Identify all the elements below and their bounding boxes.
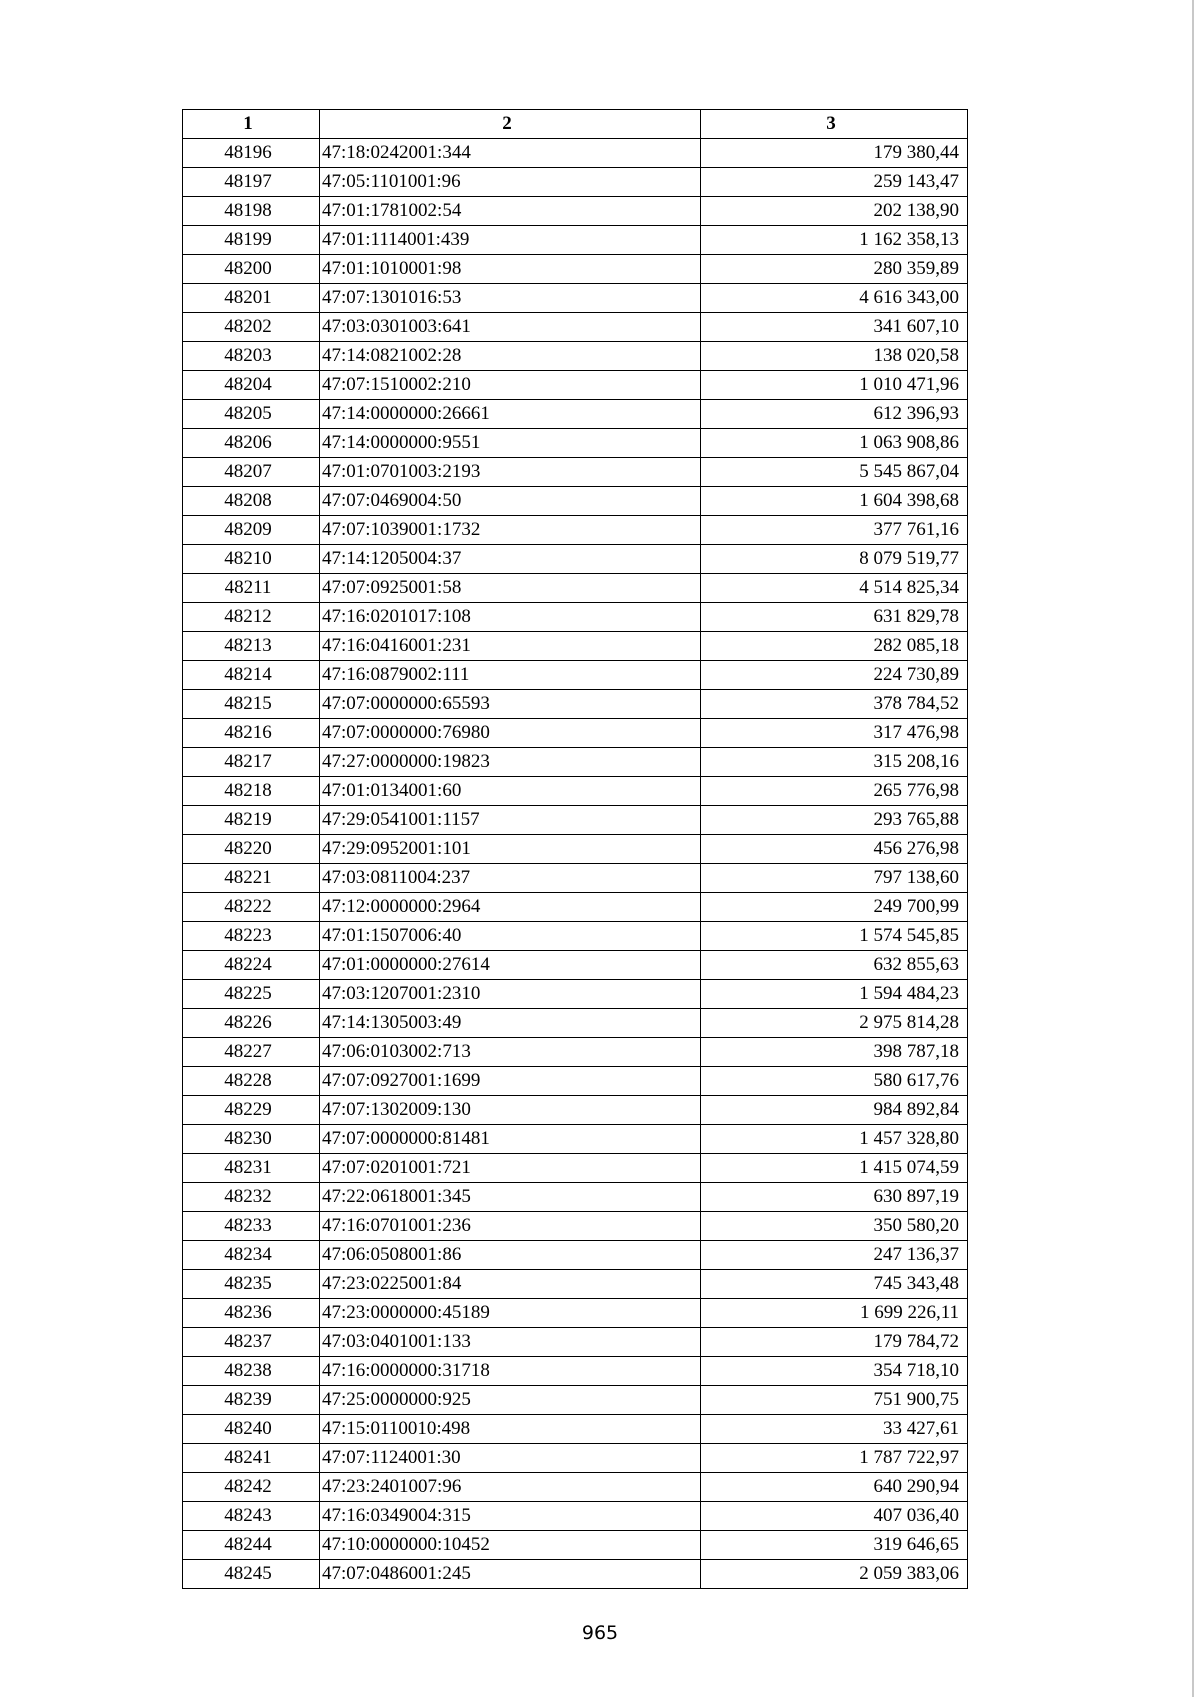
table-row xyxy=(183,1502,968,1531)
row-number-cell: 48198 xyxy=(183,197,320,226)
table-row xyxy=(183,951,968,980)
value-cell: 4 514 825,34 xyxy=(701,574,968,603)
value-cell: 259 143,47 xyxy=(701,168,968,197)
value-cell: 640 290,94 xyxy=(701,1473,968,1502)
table-row xyxy=(183,1125,968,1154)
table-row xyxy=(183,864,968,893)
column-header-2: 2 xyxy=(320,110,701,139)
value-cell: 1 574 545,85 xyxy=(701,922,968,951)
value-cell: 179 784,72 xyxy=(701,1328,968,1357)
value-cell: 377 761,16 xyxy=(701,516,968,545)
row-number-cell: 48219 xyxy=(183,806,320,835)
row-number-cell: 48221 xyxy=(183,864,320,893)
row-number-cell: 48222 xyxy=(183,893,320,922)
cadastral-number-cell: 47:05:1101001:96 xyxy=(320,168,701,197)
cadastral-number-cell: 47:07:0486001:245 xyxy=(320,1560,701,1589)
value-cell: 249 700,99 xyxy=(701,893,968,922)
row-number-cell: 48206 xyxy=(183,429,320,458)
row-number-cell: 48230 xyxy=(183,1125,320,1154)
table-row xyxy=(183,545,968,574)
value-cell: 612 396,93 xyxy=(701,400,968,429)
cadastral-number-cell: 47:16:0201017:108 xyxy=(320,603,701,632)
cadastral-number-cell: 47:25:0000000:925 xyxy=(320,1386,701,1415)
row-number-cell: 48203 xyxy=(183,342,320,371)
value-cell: 1 162 358,13 xyxy=(701,226,968,255)
value-cell: 33 427,61 xyxy=(701,1415,968,1444)
table-row xyxy=(183,719,968,748)
row-number-cell: 48220 xyxy=(183,835,320,864)
row-number-cell: 48196 xyxy=(183,139,320,168)
value-cell: 293 765,88 xyxy=(701,806,968,835)
value-cell: 2 059 383,06 xyxy=(701,1560,968,1589)
cadastral-number-cell: 47:07:1302009:130 xyxy=(320,1096,701,1125)
table-row xyxy=(183,487,968,516)
value-cell: 8 079 519,77 xyxy=(701,545,968,574)
table-row xyxy=(183,1560,968,1589)
row-number-cell: 48217 xyxy=(183,748,320,777)
table-row xyxy=(183,806,968,835)
page-number: 965 xyxy=(581,1622,619,1644)
table-row xyxy=(183,980,968,1009)
row-number-cell: 48228 xyxy=(183,1067,320,1096)
value-cell: 456 276,98 xyxy=(701,835,968,864)
table-row xyxy=(183,284,968,313)
row-number-cell: 48214 xyxy=(183,661,320,690)
row-number-cell: 48235 xyxy=(183,1270,320,1299)
table-row xyxy=(183,1241,968,1270)
row-number-cell: 48208 xyxy=(183,487,320,516)
value-cell: 1 604 398,68 xyxy=(701,487,968,516)
cadastral-number-cell: 47:07:0000000:81481 xyxy=(320,1125,701,1154)
value-cell: 632 855,63 xyxy=(701,951,968,980)
table-row xyxy=(183,661,968,690)
value-cell: 202 138,90 xyxy=(701,197,968,226)
value-cell: 1 010 471,96 xyxy=(701,371,968,400)
table-row xyxy=(183,603,968,632)
table-row xyxy=(183,748,968,777)
row-number-cell: 48218 xyxy=(183,777,320,806)
table-row xyxy=(183,1444,968,1473)
cadastral-number-cell: 47:18:0242001:344 xyxy=(320,139,701,168)
table-row xyxy=(183,1038,968,1067)
table-row xyxy=(183,1357,968,1386)
row-number-cell: 48227 xyxy=(183,1038,320,1067)
cadastral-number-cell: 47:01:0701003:2193 xyxy=(320,458,701,487)
value-cell: 341 607,10 xyxy=(701,313,968,342)
value-cell: 398 787,18 xyxy=(701,1038,968,1067)
value-cell: 407 036,40 xyxy=(701,1502,968,1531)
row-number-cell: 48201 xyxy=(183,284,320,313)
cadastral-number-cell: 47:03:0811004:237 xyxy=(320,864,701,893)
cadastral-number-cell: 47:07:0201001:721 xyxy=(320,1154,701,1183)
cadastral-number-cell: 47:23:0225001:84 xyxy=(320,1270,701,1299)
row-number-cell: 48243 xyxy=(183,1502,320,1531)
table-row xyxy=(183,1183,968,1212)
cadastral-number-cell: 47:07:0927001:1699 xyxy=(320,1067,701,1096)
value-cell: 984 892,84 xyxy=(701,1096,968,1125)
cadastral-number-cell: 47:03:0401001:133 xyxy=(320,1328,701,1357)
table-row xyxy=(183,1386,968,1415)
table-row xyxy=(183,1531,968,1560)
cadastral-number-cell: 47:14:0821002:28 xyxy=(320,342,701,371)
table-row xyxy=(183,139,968,168)
value-cell: 315 208,16 xyxy=(701,748,968,777)
row-number-cell: 48205 xyxy=(183,400,320,429)
table-row xyxy=(183,400,968,429)
value-cell: 1 063 908,86 xyxy=(701,429,968,458)
cadastral-number-cell: 47:07:1039001:1732 xyxy=(320,516,701,545)
row-number-cell: 48229 xyxy=(183,1096,320,1125)
cadastral-number-cell: 47:07:1124001:30 xyxy=(320,1444,701,1473)
table-row xyxy=(183,371,968,400)
value-cell: 354 718,10 xyxy=(701,1357,968,1386)
column-header-3: 3 xyxy=(701,110,968,139)
row-number-cell: 48241 xyxy=(183,1444,320,1473)
row-number-cell: 48224 xyxy=(183,951,320,980)
cadastral-number-cell: 47:06:0508001:86 xyxy=(320,1241,701,1270)
value-cell: 1 699 226,11 xyxy=(701,1299,968,1328)
value-cell: 1 594 484,23 xyxy=(701,980,968,1009)
cadastral-number-cell: 47:12:0000000:2964 xyxy=(320,893,701,922)
table-row xyxy=(183,1212,968,1241)
cadastral-number-cell: 47:27:0000000:19823 xyxy=(320,748,701,777)
column-header-1: 1 xyxy=(183,110,320,139)
value-cell: 138 020,58 xyxy=(701,342,968,371)
table-row xyxy=(183,632,968,661)
row-number-cell: 48244 xyxy=(183,1531,320,1560)
row-number-cell: 48231 xyxy=(183,1154,320,1183)
value-cell: 224 730,89 xyxy=(701,661,968,690)
table-row xyxy=(183,429,968,458)
row-number-cell: 48236 xyxy=(183,1299,320,1328)
table-row xyxy=(183,226,968,255)
cadastral-number-cell: 47:22:0618001:345 xyxy=(320,1183,701,1212)
row-number-cell: 48211 xyxy=(183,574,320,603)
cadastral-number-cell: 47:01:1781002:54 xyxy=(320,197,701,226)
cadastral-number-cell: 47:23:0000000:45189 xyxy=(320,1299,701,1328)
table-row xyxy=(183,922,968,951)
value-cell: 179 380,44 xyxy=(701,139,968,168)
table-row xyxy=(183,574,968,603)
cadastral-number-cell: 47:16:0879002:111 xyxy=(320,661,701,690)
table-row xyxy=(183,313,968,342)
table-header-row xyxy=(183,110,968,139)
row-number-cell: 48213 xyxy=(183,632,320,661)
table-row xyxy=(183,777,968,806)
value-cell: 631 829,78 xyxy=(701,603,968,632)
cadastral-number-cell: 47:10:0000000:10452 xyxy=(320,1531,701,1560)
cadastral-number-cell: 47:01:1010001:98 xyxy=(320,255,701,284)
cadastral-number-cell: 47:14:0000000:26661 xyxy=(320,400,701,429)
row-number-cell: 48237 xyxy=(183,1328,320,1357)
cadastral-number-cell: 47:15:0110010:498 xyxy=(320,1415,701,1444)
value-cell: 751 900,75 xyxy=(701,1386,968,1415)
table-row xyxy=(183,197,968,226)
cadastral-number-cell: 47:14:0000000:9551 xyxy=(320,429,701,458)
row-number-cell: 48226 xyxy=(183,1009,320,1038)
row-number-cell: 48207 xyxy=(183,458,320,487)
value-cell: 1 415 074,59 xyxy=(701,1154,968,1183)
value-cell: 5 545 867,04 xyxy=(701,458,968,487)
cadastral-number-cell: 47:07:0925001:58 xyxy=(320,574,701,603)
row-number-cell: 48223 xyxy=(183,922,320,951)
row-number-cell: 48240 xyxy=(183,1415,320,1444)
cadastral-number-cell: 47:07:0000000:65593 xyxy=(320,690,701,719)
cadastral-number-cell: 47:03:1207001:2310 xyxy=(320,980,701,1009)
cadastral-number-cell: 47:01:0000000:27614 xyxy=(320,951,701,980)
row-number-cell: 48216 xyxy=(183,719,320,748)
cadastral-number-cell: 47:14:1305003:49 xyxy=(320,1009,701,1038)
row-number-cell: 48210 xyxy=(183,545,320,574)
row-number-cell: 48215 xyxy=(183,690,320,719)
table-row xyxy=(183,1096,968,1125)
value-cell: 378 784,52 xyxy=(701,690,968,719)
row-number-cell: 48209 xyxy=(183,516,320,545)
table-row xyxy=(183,516,968,545)
row-number-cell: 48233 xyxy=(183,1212,320,1241)
cadastral-number-cell: 47:29:0541001:1157 xyxy=(320,806,701,835)
value-cell: 1 457 328,80 xyxy=(701,1125,968,1154)
cadastral-number-cell: 47:01:1507006:40 xyxy=(320,922,701,951)
cadastral-number-cell: 47:07:0469004:50 xyxy=(320,487,701,516)
table-row xyxy=(183,1328,968,1357)
value-cell: 745 343,48 xyxy=(701,1270,968,1299)
cadastral-number-cell: 47:03:0301003:641 xyxy=(320,313,701,342)
value-cell: 317 476,98 xyxy=(701,719,968,748)
data-table xyxy=(182,109,968,1589)
row-number-cell: 48199 xyxy=(183,226,320,255)
row-number-cell: 48200 xyxy=(183,255,320,284)
row-number-cell: 48234 xyxy=(183,1241,320,1270)
page-edge-line xyxy=(1192,0,1194,1697)
row-number-cell: 48242 xyxy=(183,1473,320,1502)
row-number-cell: 48225 xyxy=(183,980,320,1009)
table-body xyxy=(183,139,968,1589)
table-row xyxy=(183,1154,968,1183)
table-row xyxy=(183,1299,968,1328)
cadastral-number-cell: 47:29:0952001:101 xyxy=(320,835,701,864)
cadastral-number-cell: 47:16:0416001:231 xyxy=(320,632,701,661)
row-number-cell: 48202 xyxy=(183,313,320,342)
cadastral-number-cell: 47:14:1205004:37 xyxy=(320,545,701,574)
value-cell: 797 138,60 xyxy=(701,864,968,893)
table-row xyxy=(183,893,968,922)
cadastral-number-cell: 47:01:1114001:439 xyxy=(320,226,701,255)
table-row xyxy=(183,255,968,284)
value-cell: 350 580,20 xyxy=(701,1212,968,1241)
table-row xyxy=(183,1415,968,1444)
cadastral-number-cell: 47:16:0000000:31718 xyxy=(320,1357,701,1386)
table-row xyxy=(183,690,968,719)
cadastral-number-cell: 47:07:1301016:53 xyxy=(320,284,701,313)
row-number-cell: 48212 xyxy=(183,603,320,632)
cadastral-number-cell: 47:07:1510002:210 xyxy=(320,371,701,400)
value-cell: 265 776,98 xyxy=(701,777,968,806)
table-row xyxy=(183,1067,968,1096)
cadastral-number-cell: 47:23:2401007:96 xyxy=(320,1473,701,1502)
value-cell: 247 136,37 xyxy=(701,1241,968,1270)
value-cell: 1 787 722,97 xyxy=(701,1444,968,1473)
table-row xyxy=(183,168,968,197)
value-cell: 280 359,89 xyxy=(701,255,968,284)
table-row xyxy=(183,1270,968,1299)
cadastral-number-cell: 47:16:0349004:315 xyxy=(320,1502,701,1531)
table-row xyxy=(183,342,968,371)
value-cell: 2 975 814,28 xyxy=(701,1009,968,1038)
row-number-cell: 48245 xyxy=(183,1560,320,1589)
table-row xyxy=(183,458,968,487)
row-number-cell: 48197 xyxy=(183,168,320,197)
cadastral-number-cell: 47:06:0103002:713 xyxy=(320,1038,701,1067)
cadastral-number-cell: 47:01:0134001:60 xyxy=(320,777,701,806)
row-number-cell: 48238 xyxy=(183,1357,320,1386)
value-cell: 319 646,65 xyxy=(701,1531,968,1560)
table-row xyxy=(183,835,968,864)
row-number-cell: 48204 xyxy=(183,371,320,400)
cadastral-number-cell: 47:16:0701001:236 xyxy=(320,1212,701,1241)
table-row xyxy=(183,1009,968,1038)
value-cell: 282 085,18 xyxy=(701,632,968,661)
value-cell: 580 617,76 xyxy=(701,1067,968,1096)
cadastral-number-cell: 47:07:0000000:76980 xyxy=(320,719,701,748)
row-number-cell: 48232 xyxy=(183,1183,320,1212)
value-cell: 4 616 343,00 xyxy=(701,284,968,313)
table-row xyxy=(183,1473,968,1502)
value-cell: 630 897,19 xyxy=(701,1183,968,1212)
row-number-cell: 48239 xyxy=(183,1386,320,1415)
